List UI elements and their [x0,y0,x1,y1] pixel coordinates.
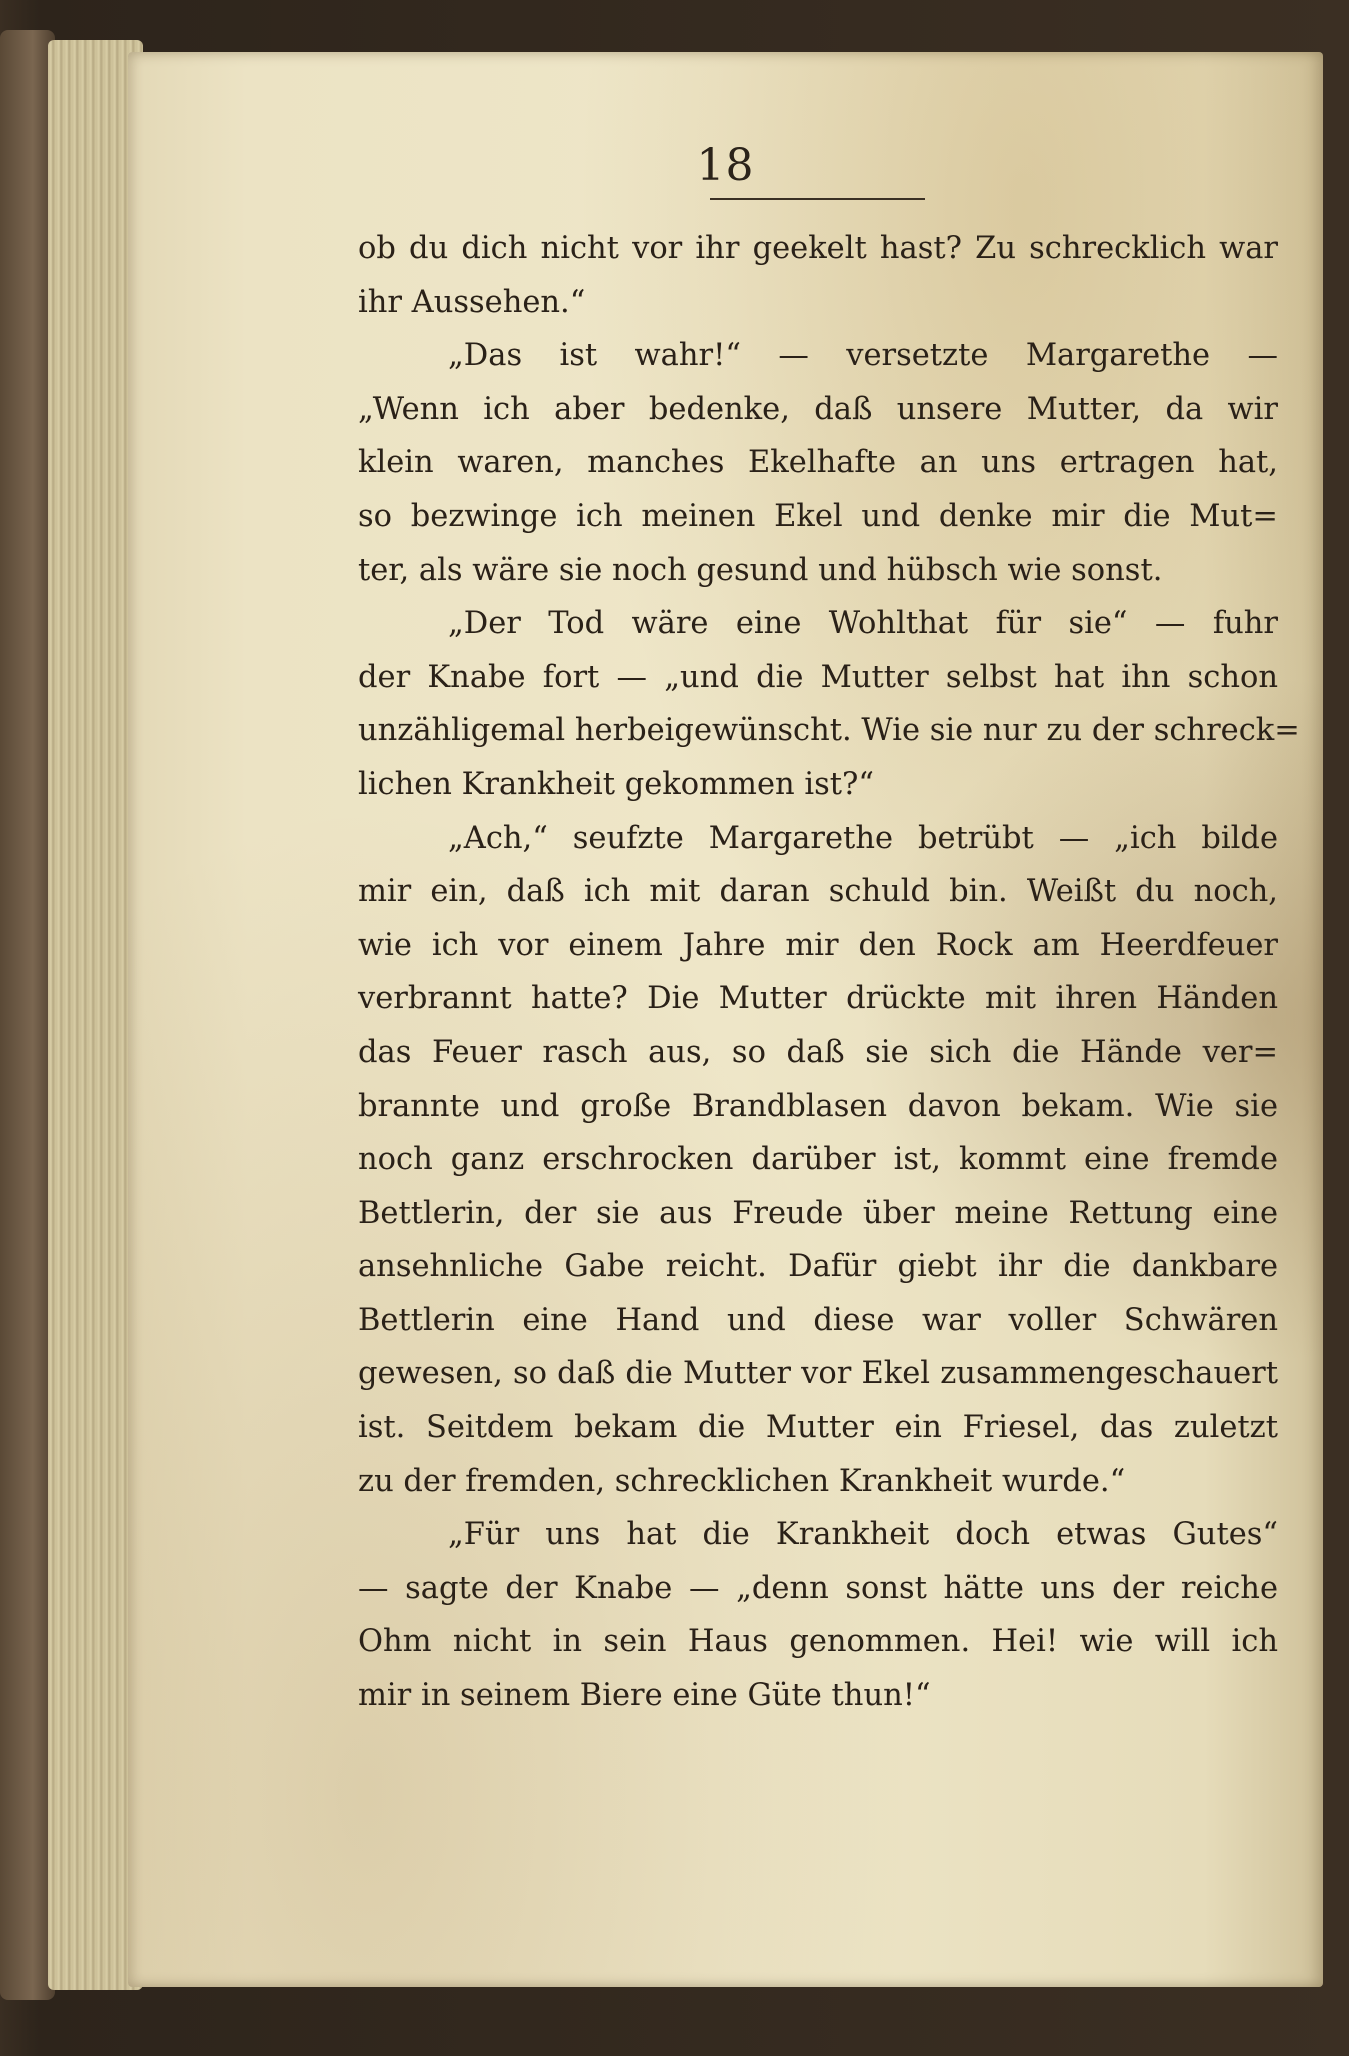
text-line: unzähligemal herbeigewünscht. Wie sie nur zu der schreck= [358,713,1300,749]
text-line: mir ein, daß ich mit daran schuld bin. Weißt du noch, [358,874,1278,910]
text-line: lichen Krankheit gekommen ist?“ [358,766,874,802]
text-line: Bettlerin, der sie aus Freude über meine Rettung eine [358,1195,1278,1231]
text-line: verbrannt hatte? Die Mutter drückte mit ihren Händen [358,981,1278,1017]
text-line: ansehnliche Gabe reicht. Dafür giebt ihr die dankbare [358,1249,1278,1285]
text-line: noch ganz erschrocken darüber ist, kommt eine fremde [358,1142,1278,1178]
text-line: so bezwinge ich meinen Ekel und denke mir die Mut= [358,498,1278,534]
text-line: ist. Seitdem bekam die Mutter ein Friesel, das zuletzt [358,1410,1278,1446]
text-line: gewesen, so daß die Mutter vor Ekel zusammengeschauert [358,1356,1278,1392]
text-line: mir in seinem Biere eine Güte thun!“ [358,1678,931,1714]
text-line: das Feuer rasch aus, so daß sie sich die Hände ver= [358,1034,1278,1070]
text-line: ob du dich nicht vor ihr geekelt hast? Zu schrecklich war [358,231,1278,266]
book-cover-edge [0,30,55,2000]
text-line: „Ach,“ seufzte Margarethe betrübt — „ich bilde [448,820,1278,856]
text-line: „Das ist wahr!“ — versetzte Margarethe — [448,338,1278,374]
text-line: „Wenn ich aber bedenke, daß unsere Mutter, da wir [358,391,1278,427]
text-line: zu der fremden, schrecklichen Krankheit wurde.“ [358,1463,1126,1499]
text-line: klein waren, manches Ekelhafte an uns ertragen hat, [358,445,1278,481]
page-number-rule [710,198,925,200]
page-body-text [358,222,1300,1723]
text-line: brannte und große Brandblasen davon bekam. Wie sie [358,1088,1278,1124]
text-line: „Der Tod wäre eine Wohlthat für sie“ — fuhr [448,606,1278,642]
text-line: ter, als wäre sie noch gesund und hübsch wie sonst. [358,552,1163,588]
text-line: „Für uns hat die Krankheit doch etwas Gutes“ [448,1517,1278,1553]
text-line: — sagte der Knabe — „denn sonst hätte uns der reiche [358,1570,1278,1606]
text-line: wie ich vor einem Jahre mir den Rock am Heerdfeuer [358,927,1278,963]
text-line: der Knabe fort — „und die Mutter selbst hat ihn schon [358,659,1278,695]
book-page [128,52,1323,1987]
text-line: Ohm nicht in sein Haus genommen. Hei! wie will ich [358,1624,1278,1660]
text-line: ihr Aussehen.“ [358,284,586,320]
page-number: 18 [696,140,755,191]
text-line: Bettlerin eine Hand und diese war voller Schwären [358,1302,1278,1338]
